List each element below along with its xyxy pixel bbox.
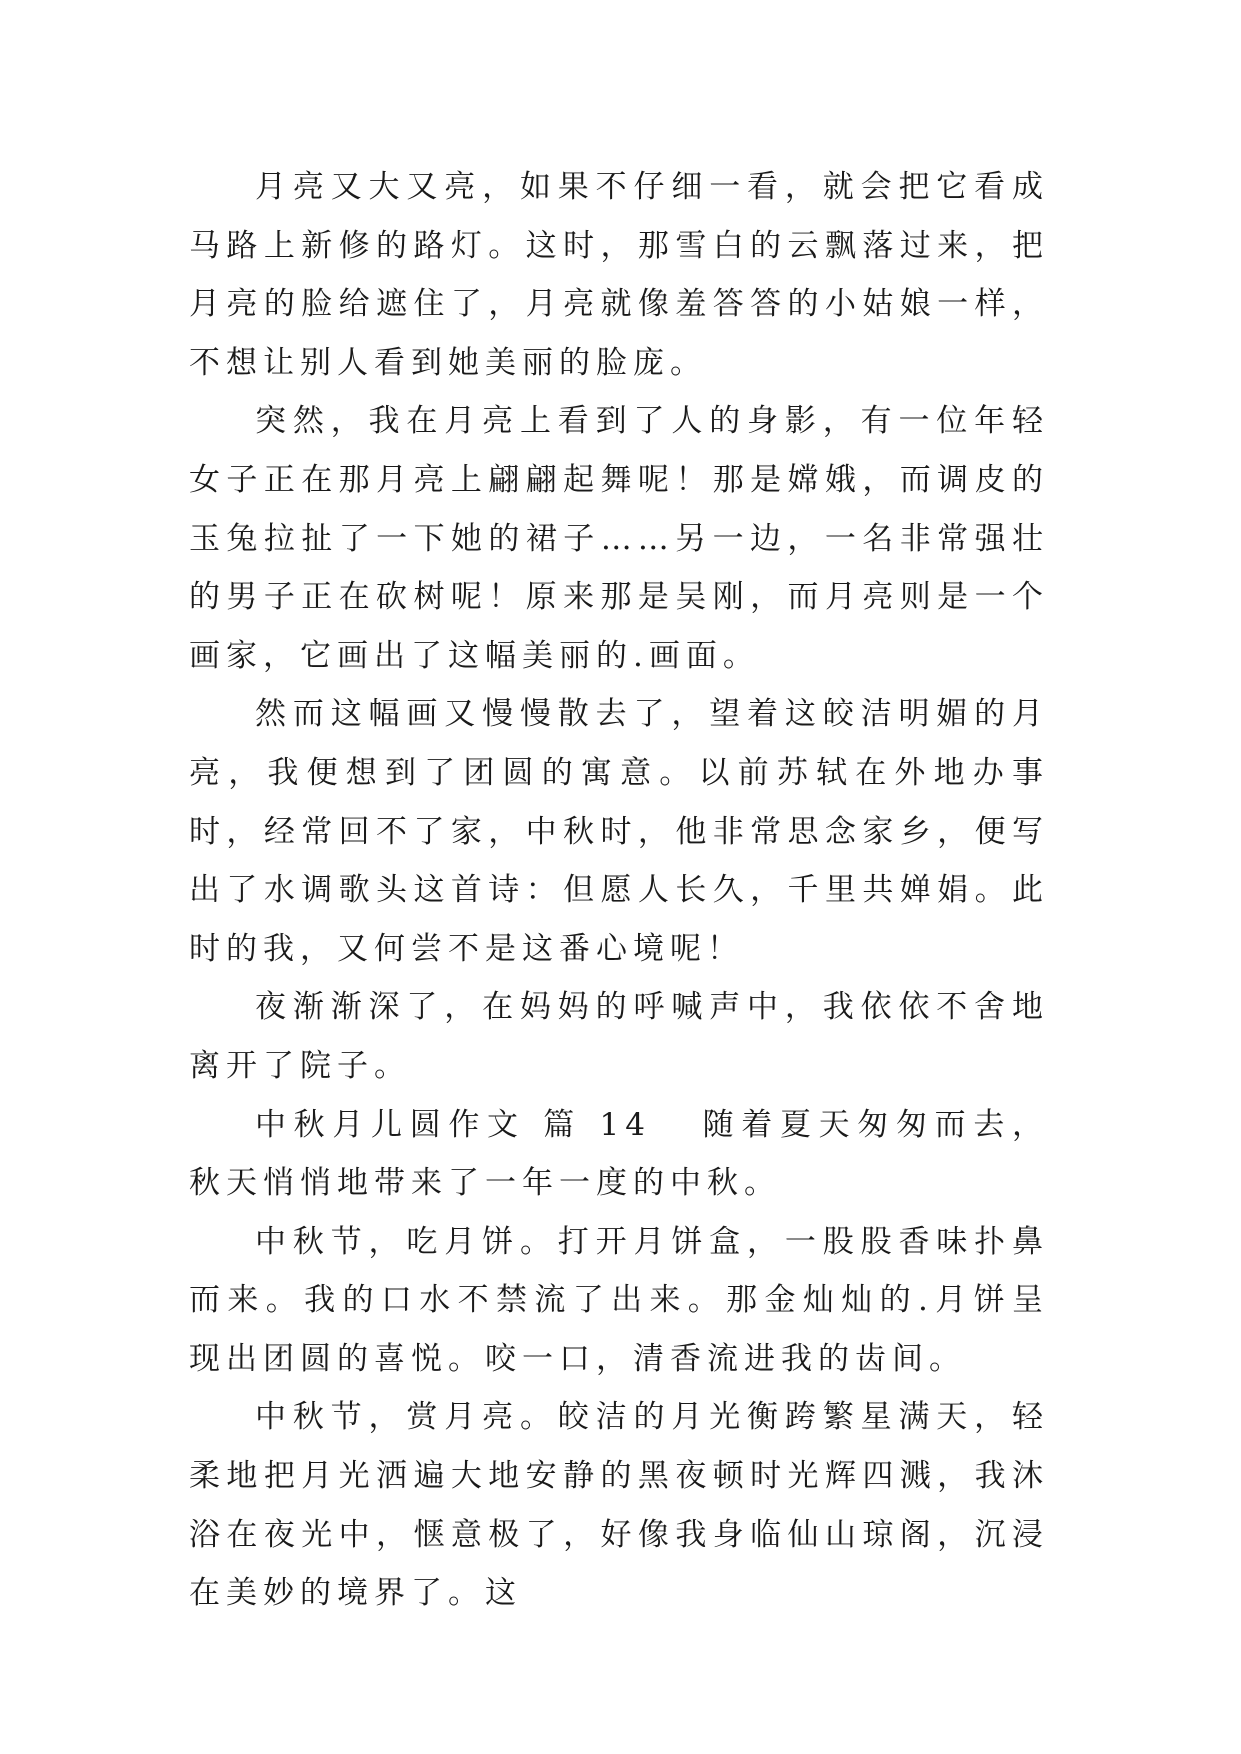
- document-body: [189, 158, 1049, 1623]
- essay-heading-text: 随着夏天匆匆而去，秋天悄悄地带来了一年一度的中秋。: [189, 1106, 1050, 1202]
- paragraph-sushi-poem: 然而这幅画又慢慢散去了，望着这皎洁明媚的月亮，我便想到了团圆的寓意。以前苏轼在外地办事时，经常回不了家，中秋时，他非常思念家乡，便写出了水调歌头这首诗：但愿人长久，千里共婵娟。此时的我，又何尝不是这番心境呢！: [189, 696, 1049, 967]
- paragraph-mooncake: 中秋节，吃月饼。打开月饼盒，一股股香味扑鼻而来。我的口水不禁流了出来。那金灿灿的.月饼呈现出团圆的喜悦。咬一口，清香流进我的齿间。: [189, 1223, 1049, 1377]
- essay-heading-paragraph: [189, 1096, 1049, 1213]
- paragraph-moon-viewing: 中秋节，赏月亮。皎洁的月光衡跨繁星满天，轻柔地把月光洒遍大地安静的黑夜顿时光辉四溅，我沐浴在夜光中，惬意极了，好像我身临仙山琼阁，沉浸在美妙的境界了。这: [189, 1399, 1049, 1612]
- paragraph-moon-description: 月亮又大又亮，如果不仔细一看，就会把它看成马路上新修的路灯。这时，那雪白的云飘落过来，把月亮的脸给遮住了，月亮就像羞答答的小姑娘一样，不想让别人看到她美丽的脸庞。: [189, 169, 1049, 381]
- essay-heading-title: 中秋月儿圆作文 篇 14: [255, 1106, 651, 1143]
- paragraph-change-and-wugang: 突然，我在月亮上看到了人的身影，有一位年轻女子正在那月亮上翩翩起舞呢！那是嫦娥，而调皮的玉兔拉扯了一下她的裙子……另一边，一名非常强壮的男子正在砍树呢！原来那是吴刚，而月亮则是一个画家，它画出了这幅美丽的.画面。: [189, 403, 1049, 674]
- paragraph-night-ends: 夜渐渐深了，在妈妈的呼喊声中，我依依不舍地离开了院子。: [189, 989, 1049, 1084]
